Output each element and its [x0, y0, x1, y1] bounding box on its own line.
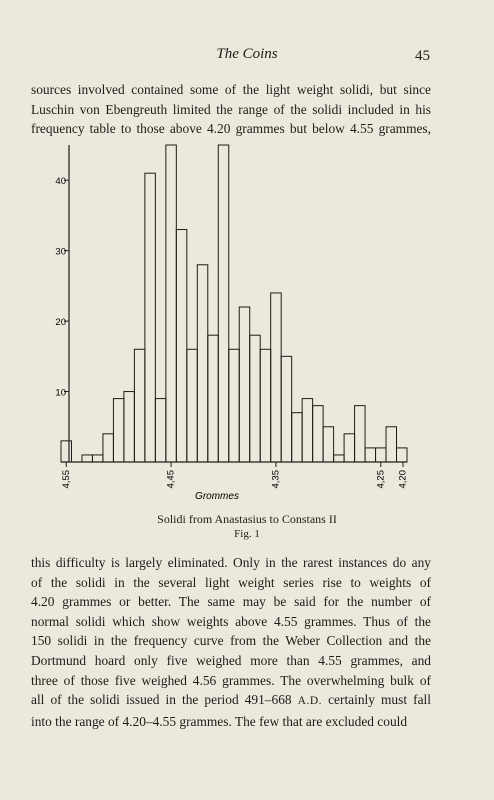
text-segment: this difficulty is largely eliminated. Only in the rarest instances do any — [31, 555, 431, 570]
figure-label: Fig. 1 — [234, 528, 260, 540]
histogram-bars — [61, 145, 407, 462]
histogram-bar — [355, 406, 365, 462]
x-tick-label: 4,35 — [270, 470, 282, 489]
text-line: frequency table to those above 4.20 grammes but below 4.55 grammes, — [31, 121, 431, 137]
text-line: sources involved contained some of the light weight solidi, but since — [31, 82, 431, 97]
text-line — [31, 612, 431, 632]
x-tick-label: 4,20 — [397, 470, 409, 489]
histogram-bar — [365, 448, 375, 462]
histogram-bar — [166, 145, 176, 462]
text-line — [31, 690, 431, 712]
text-line — [31, 553, 431, 573]
histogram-bar — [113, 399, 123, 462]
histogram-bar — [145, 173, 155, 462]
page-number: 45 — [415, 48, 430, 64]
histogram-bar — [292, 413, 302, 462]
histogram-bar — [61, 441, 71, 462]
histogram-bar — [134, 349, 144, 462]
text-line — [31, 592, 431, 612]
x-tick-label: 4,55 — [60, 470, 72, 489]
histogram-bar — [250, 335, 260, 462]
text-segment: all of the solidi issued in the period 491–668 — [31, 692, 298, 708]
histogram-bar — [229, 349, 239, 462]
histogram-bar — [124, 392, 134, 462]
histogram-bar — [281, 356, 291, 462]
text-line — [31, 671, 431, 691]
histogram-bar — [302, 399, 312, 462]
histogram-bar — [218, 145, 228, 462]
histogram-bar — [92, 455, 102, 462]
text-line — [31, 651, 431, 671]
text-segment: 4.20 grammes or better. The same may be said for the number of — [31, 594, 431, 610]
histogram-bar — [82, 455, 92, 462]
text-segment: three of those five weighed 4.56 grammes. The overwhelming bulk of — [31, 672, 431, 688]
histogram-bar — [187, 349, 197, 462]
y-tick-label: 30 — [55, 246, 66, 258]
running-title: The Coins — [216, 46, 278, 62]
figure-caption: Solidi from Anastasius to Constans II — [157, 512, 337, 526]
histogram-bar — [271, 293, 281, 462]
bottom-paragraph — [31, 553, 431, 731]
text-segment: of the solidi in the several light weight series rise to weights of — [31, 574, 431, 590]
text-segment: into the range of 4.20–4.55 grammes. The few that are excluded could — [31, 713, 408, 729]
x-tick-label: 4,25 — [375, 470, 387, 489]
text-line — [31, 573, 431, 593]
histogram-bar — [197, 265, 207, 462]
y-axis-ticks — [55, 176, 69, 398]
histogram-bar — [334, 455, 344, 462]
text-segment: normal solidi which show weights above 4.55 grammes. Thus of the — [31, 613, 431, 629]
text-line: Luschin von Ebengreuth limited the range of the solidi included in his — [31, 101, 431, 117]
y-tick-label: 10 — [55, 387, 66, 399]
x-tick-label: 4,45 — [165, 470, 177, 489]
histogram-bar — [176, 230, 186, 462]
histogram-bar — [397, 448, 407, 462]
y-tick-label: 40 — [55, 176, 66, 188]
text-segment: Dortmund hoard only five weighed more than 4.55 grammes, and — [31, 652, 431, 668]
histogram-bar — [376, 448, 386, 462]
y-tick-label: 20 — [55, 317, 66, 329]
text-line — [31, 631, 431, 651]
text-segment: 150 solidi in the frequency curve from the Weber Collection and the — [31, 633, 431, 649]
x-axis-label: Grommes — [195, 491, 239, 502]
histogram-bar — [260, 349, 270, 462]
histogram-bar — [344, 434, 354, 462]
x-axis-ticks — [61, 462, 409, 489]
histogram-bar — [386, 427, 396, 462]
text-segment: certainly must fall — [322, 692, 431, 708]
text-line — [31, 712, 431, 732]
histogram-bar — [155, 399, 165, 462]
histogram-bar — [239, 307, 249, 462]
histogram-bar — [313, 406, 323, 462]
text-segment: A.D. — [297, 695, 323, 708]
histogram-bar — [103, 434, 113, 462]
histogram-bar — [208, 335, 218, 462]
histogram-bar — [323, 427, 333, 462]
